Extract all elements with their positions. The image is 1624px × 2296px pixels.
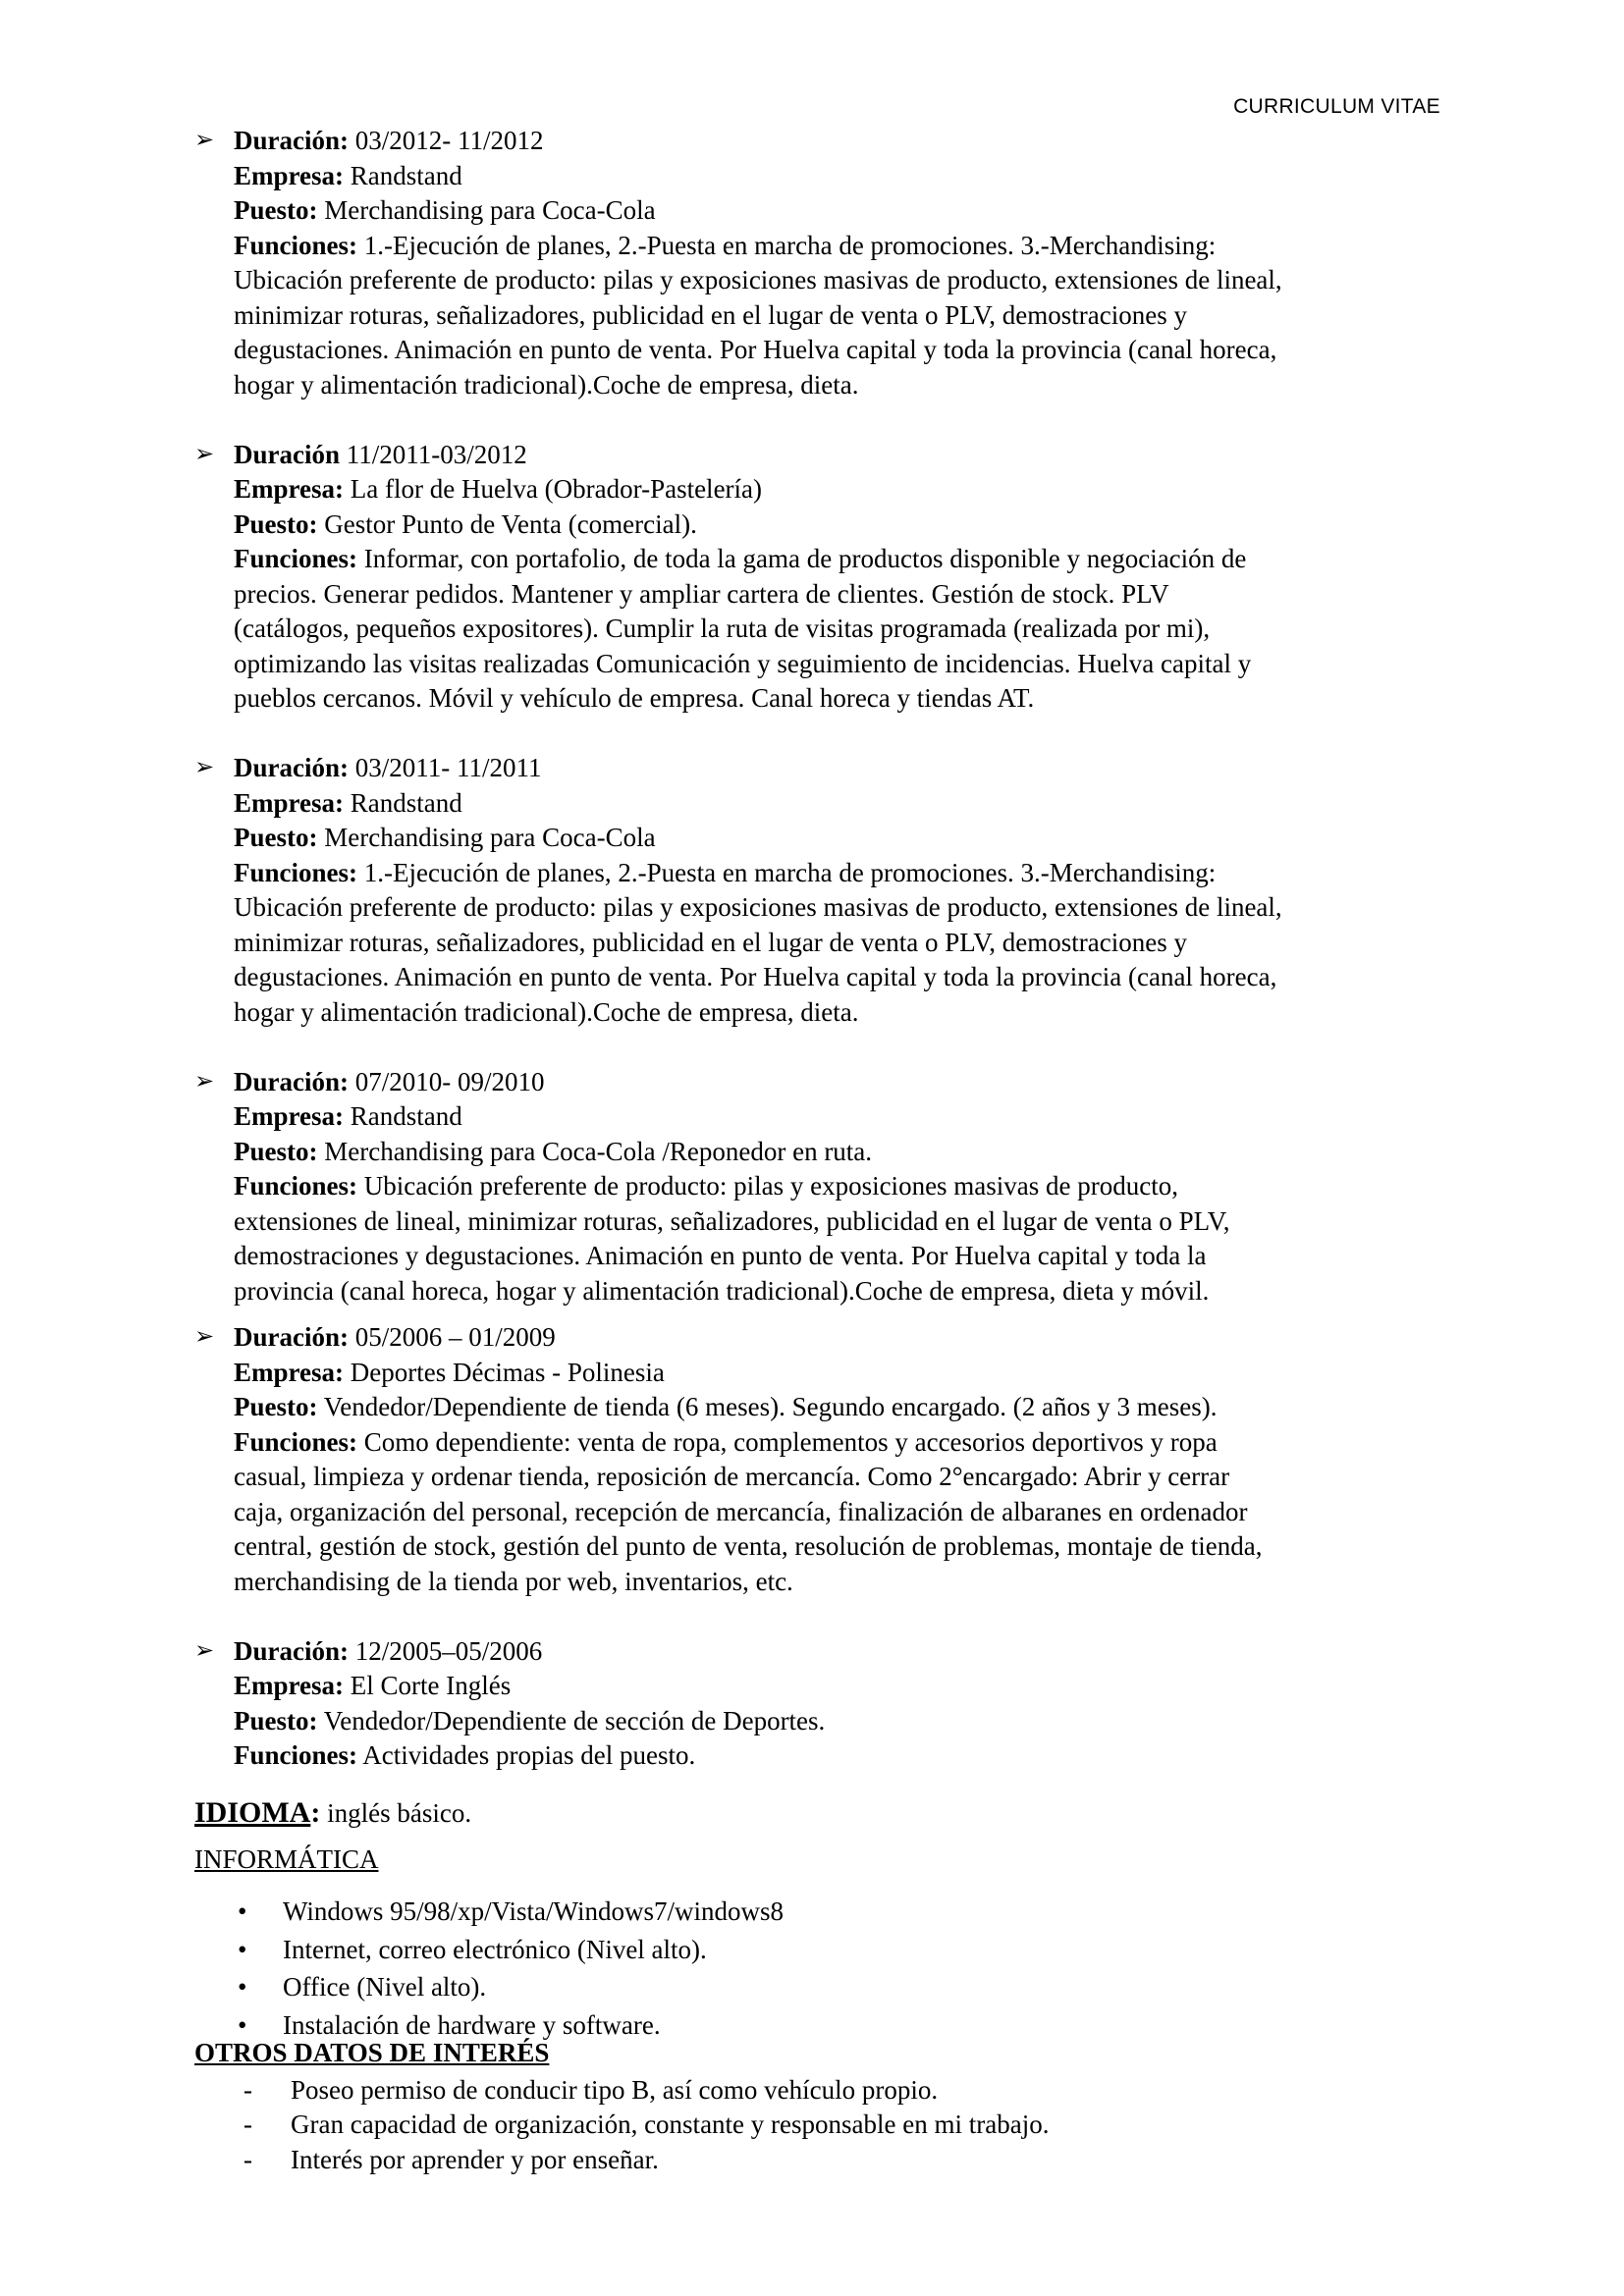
duracion-value: 07/2010- 09/2010 xyxy=(354,1066,545,1096)
empresa-value: Deportes Décimas - Polinesia xyxy=(350,1357,665,1387)
puesto-label: Puesto: xyxy=(234,195,318,225)
empresa-label: Empresa: xyxy=(234,1101,344,1131)
list-item xyxy=(194,2073,1461,2109)
idioma-colon: : xyxy=(310,1795,321,1829)
arrow-bullet-icon: ➢ xyxy=(194,1637,215,1664)
puesto-value: Merchandising para Coca-Cola xyxy=(324,823,656,852)
puesto-value: Vendedor/Dependiente de tienda (6 meses). Segundo encargado. (2 años y 3 meses). xyxy=(323,1392,1218,1421)
experience-entry xyxy=(194,1065,1461,1309)
funciones-line: provincia (canal horeca, hogar y alimentación tradicional).Coche de empresa, dieta y móvil. xyxy=(234,1275,1210,1306)
list-item xyxy=(194,1968,1461,2006)
funciones-line: degustaciones. Animación en punto de venta. Por Huelva capital y toda la provincia (canal horeca, xyxy=(234,962,1277,991)
list-item xyxy=(194,1893,1461,1931)
duracion-value: 03/2012- 11/2012 xyxy=(354,126,544,155)
duracion-value: 03/2011- 11/2011 xyxy=(354,753,542,782)
otros-title: OTROS DATOS DE INTERÉS xyxy=(194,2038,550,2067)
duracion-value: 11/2011-03/2012 xyxy=(346,439,527,469)
bullet-icon: • xyxy=(238,2009,247,2040)
puesto-label: Puesto: xyxy=(234,823,318,852)
funciones-label: Funciones: xyxy=(234,857,358,887)
list-item-text: Poseo permiso de conducir tipo B, así como vehículo propio. xyxy=(291,2074,939,2105)
duracion-label: Duración: xyxy=(234,1635,349,1666)
funciones-line: Ubicación preferente de producto: pilas y exposiciones masivas de producto, xyxy=(363,1171,1179,1201)
duracion-label: Duración: xyxy=(234,1322,349,1352)
list-item-text: Instalación de hardware y software. xyxy=(283,2009,661,2040)
duracion-label: Duración xyxy=(234,439,340,469)
dash-bullet: - xyxy=(244,2144,252,2174)
puesto-value: Vendedor/Dependiente de sección de Deportes. xyxy=(323,1705,826,1735)
page-header: CURRICULUM VITAE xyxy=(1233,95,1440,118)
arrow-bullet-icon: ➢ xyxy=(194,128,215,153)
bullet-icon: • xyxy=(238,1896,247,1926)
funciones-label: Funciones: xyxy=(234,544,358,573)
dash-bullet: - xyxy=(244,2109,252,2139)
duracion-value: 12/2005–05/2006 xyxy=(354,1635,543,1666)
arrow-bullet-icon: ➢ xyxy=(194,1068,215,1095)
duracion-label: Duración: xyxy=(234,126,349,155)
funciones-line: casual, limpieza y ordenar tienda, reposición de mercancía. Como 2°encargado: Abrir y cerrar xyxy=(234,1462,1230,1491)
list-item xyxy=(194,2143,1461,2178)
experience-entry xyxy=(194,1320,1461,1599)
arrow-bullet-icon: ➢ xyxy=(194,1324,215,1350)
puesto-label: Puesto: xyxy=(234,508,318,539)
funciones-line: precios. Generar pedidos. Mantener y ampliar cartera de clientes. Gestión de stock. PLV xyxy=(234,578,1169,609)
funciones-line: (catálogos, pequeños expositores). Cumplir la ruta de visitas programada (realizada por mi), xyxy=(234,614,1211,643)
puesto-value: Gestor Punto de Venta (comercial). xyxy=(324,508,697,539)
funciones-line: central, gestión de stock, gestión del punto de venta, resolución de problemas, montaje de tienda, xyxy=(234,1531,1263,1561)
empresa-label: Empresa: xyxy=(234,160,344,190)
funciones-line: Ubicación preferente de producto: pilas y exposiciones masivas de producto, extensiones de lineal, xyxy=(234,265,1282,294)
funciones-label: Funciones: xyxy=(234,1740,358,1770)
funciones-line: caja, organización del personal, recepción de mercancía, finalización de albaranes en ordenador xyxy=(234,1496,1248,1526)
funciones-line: hogar y alimentación tradicional).Coche de empresa, dieta. xyxy=(234,996,859,1027)
experience-entry xyxy=(194,124,1461,402)
list-item xyxy=(194,2108,1461,2143)
list-item-text: Gran capacidad de organización, constante y responsable en mi trabajo. xyxy=(291,2109,1050,2139)
arrow-bullet-icon: ➢ xyxy=(194,441,215,467)
funciones-line: demostraciones y degustaciones. Animación en punto de venta. Por Huelva capital y toda la xyxy=(234,1241,1207,1270)
bullet-icon: • xyxy=(238,1972,247,2002)
list-item-text: Internet, correo electrónico (Nivel alto). xyxy=(283,1934,707,1964)
funciones-label: Funciones: xyxy=(234,1171,358,1201)
puesto-label: Puesto: xyxy=(234,1392,318,1421)
experience-entry xyxy=(194,1634,1461,1774)
funciones-line: degustaciones. Animación en punto de venta. Por Huelva capital y toda la provincia (canal horeca, xyxy=(234,335,1277,364)
informatica-list xyxy=(194,1893,1461,2044)
funciones-label: Funciones: xyxy=(234,1426,358,1457)
funciones-line: Informar, con portafolio, de toda la gama de productos disponible y negociación de xyxy=(363,544,1247,573)
dash-bullet: - xyxy=(244,2074,252,2105)
puesto-label: Puesto: xyxy=(234,1705,318,1735)
arrow-bullet-icon: ➢ xyxy=(194,755,215,780)
empresa-value: La flor de Huelva (Obrador-Pastelería) xyxy=(350,474,763,504)
duracion-value: 05/2006 – 01/2009 xyxy=(354,1322,556,1352)
puesto-value: Merchandising para Coca-Cola /Reponedor en ruta. xyxy=(324,1136,873,1166)
duracion-label: Duración: xyxy=(234,1066,349,1096)
funciones-line: Actividades propias del puesto. xyxy=(362,1740,696,1770)
funciones-line: 1.-Ejecución de planes, 2.-Puesta en marcha de promociones. 3.-Merchandising: xyxy=(363,857,1217,887)
empresa-label: Empresa: xyxy=(234,787,344,818)
empresa-value: Randstand xyxy=(350,787,462,818)
idioma-title: IDIOMA xyxy=(194,1795,311,1829)
empresa-value: El Corte Inglés xyxy=(350,1671,512,1700)
informatica-title: INFORMÁTICA xyxy=(194,1843,379,1874)
experience-entry xyxy=(194,438,1461,717)
funciones-line: minimizar roturas, señalizadores, publicidad en el lugar de venta o PLV, demostraciones y xyxy=(234,927,1187,957)
funciones-line: minimizar roturas, señalizadores, publicidad en el lugar de venta o PLV, demostraciones y xyxy=(234,299,1187,330)
empresa-label: Empresa: xyxy=(234,1671,344,1700)
funciones-line: merchandising de la tienda por web, inventarios, etc. xyxy=(234,1566,793,1596)
empresa-label: Empresa: xyxy=(234,474,344,504)
funciones-line: Ubicación preferente de producto: pilas y exposiciones masivas de producto, extensiones de lineal, xyxy=(234,892,1282,922)
list-item xyxy=(194,2006,1461,2045)
list-item-text: Office (Nivel alto). xyxy=(283,1972,487,2002)
bullet-icon: • xyxy=(238,1934,247,1964)
funciones-line: pueblos cercanos. Móvil y vehículo de empresa. Canal horeca y tiendas AT. xyxy=(234,683,1035,713)
duracion-label: Duración: xyxy=(234,753,349,782)
puesto-label: Puesto: xyxy=(234,1136,318,1166)
funciones-label: Funciones: xyxy=(234,230,358,260)
idioma-value: inglés básico. xyxy=(320,1797,472,1828)
empresa-value: Randstand xyxy=(350,1101,462,1131)
empresa-value: Randstand xyxy=(350,160,462,190)
list-item xyxy=(194,1931,1461,1969)
cv-content xyxy=(194,124,1461,2177)
funciones-line: hogar y alimentación tradicional).Coche de empresa, dieta. xyxy=(234,369,859,400)
list-item-text: Windows 95/98/xp/Vista/Windows7/windows8 xyxy=(283,1896,784,1926)
list-item-text: Interés por aprender y por enseñar. xyxy=(291,2144,659,2174)
puesto-value: Merchandising para Coca-Cola xyxy=(324,195,656,225)
funciones-line: Como dependiente: venta de ropa, complementos y accesorios deportivos y ropa xyxy=(363,1426,1218,1457)
funciones-line: extensiones de lineal, minimizar roturas, señalizadores, publicidad en el lugar de venta o PLV, xyxy=(234,1205,1230,1236)
experience-entry xyxy=(194,751,1461,1030)
otros-list xyxy=(194,2073,1461,2178)
funciones-line: 1.-Ejecución de planes, 2.-Puesta en marcha de promociones. 3.-Merchandising: xyxy=(363,230,1217,260)
empresa-label: Empresa: xyxy=(234,1357,344,1387)
funciones-line: optimizando las visitas realizadas Comunicación y seguimiento de incidencias. Huelva capital y xyxy=(234,648,1252,678)
idioma-section xyxy=(194,1793,1461,1833)
